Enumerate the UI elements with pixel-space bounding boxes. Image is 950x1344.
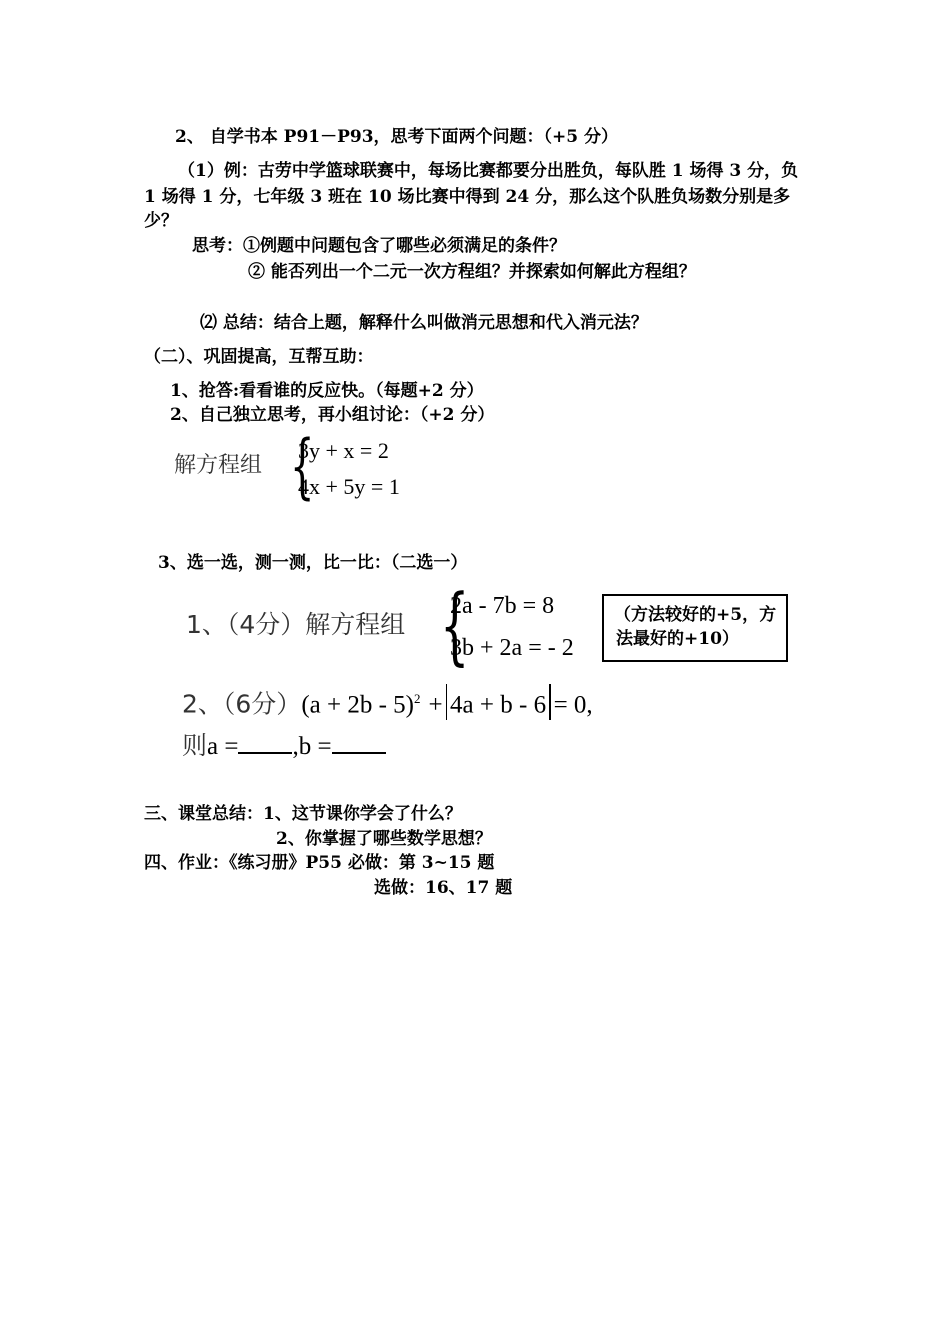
answer-a-blank[interactable] [238,730,292,754]
question-1-equation-2: 3b + 2a = - 2 [450,635,574,661]
system-equation-2: 4x + 5y = 1 [298,474,400,499]
answer-b-label: ,b = [292,733,332,760]
think-line-1: 思考：①例题中问题包含了哪些必须满足的条件？ [192,236,566,256]
question-2-square-term: (a + 2b - 5) [301,691,414,719]
question-2-equals-zero: = 0, [553,691,593,719]
part2-heading: （二）、巩固提高，互帮互助： [144,347,374,367]
homework-line-1: 四、作业：《练习册》P55 必做：第 3~15 题 [144,853,495,873]
question-2-prefix: 2、（6分） [182,689,302,719]
question-2-abs-term: 4a + b - 6 [450,691,547,719]
example-line-1: （1）例：古劳中学篮球联赛中，每场比赛都要分出胜负，每队胜 1 场得 3 分，负 [178,161,799,181]
example-line-3: 少？ [144,211,178,231]
part2-item-2: 2、自己独立思考，再小组讨论：（+2 分） [170,405,495,425]
section2-heading: 2、 自学书本 P91－P93，思考下面两个问题：（+5 分） [175,127,619,147]
part3-heading: 3、选一选，测一测，比一比：（二选一） [158,553,468,573]
system-equation-1: 3y + x = 2 [298,438,389,463]
question-2-answer-row [182,730,386,762]
question-2-then: 则 [182,731,208,760]
question-2-row [182,684,593,720]
abs-bar-left [446,684,448,720]
think-line-2: ② 能否列出一个二元一次方程组？并探索如何解此方程组？ [248,262,696,282]
question-1-equation-1: 2a - 7b = 8 [450,593,555,619]
left-brace: { [440,576,470,674]
class-summary-line-2: 2、你掌握了哪些数学思想？ [276,829,492,849]
question-1-prefix: 1、（4分）解方程组 [186,610,406,639]
answer-b-blank[interactable] [332,730,386,754]
homework-line-2: 选做：16、17 题 [374,878,513,898]
bonus-note-line-1: （方法较好的+5，方 [614,605,777,625]
example-line-2: 1 场得 1 分，七年级 3 班在 10 场比赛中得到 24 分，那么这个队胜负场数分别是多 [144,187,791,207]
summary-question: ⑵ 总结：结合上题，解释什么叫做消元思想和代入消元法？ [200,313,648,333]
abs-bar-right [549,684,551,720]
bonus-note-box [602,594,788,662]
part2-item-1: 1、抢答:看看谁的反应快。（每题+2 分） [170,381,484,401]
left-brace: { [290,425,315,507]
system-label: 解方程组 [174,453,263,478]
question-2-exponent: 2 [413,691,421,706]
bonus-note-line-2: 法最好的+10） [616,629,739,649]
answer-a-label: a = [207,733,239,760]
class-summary-line-1: 三、课堂总结：1、这节课你学会了什么？ [144,804,462,824]
question-2-plus: + [428,691,443,719]
